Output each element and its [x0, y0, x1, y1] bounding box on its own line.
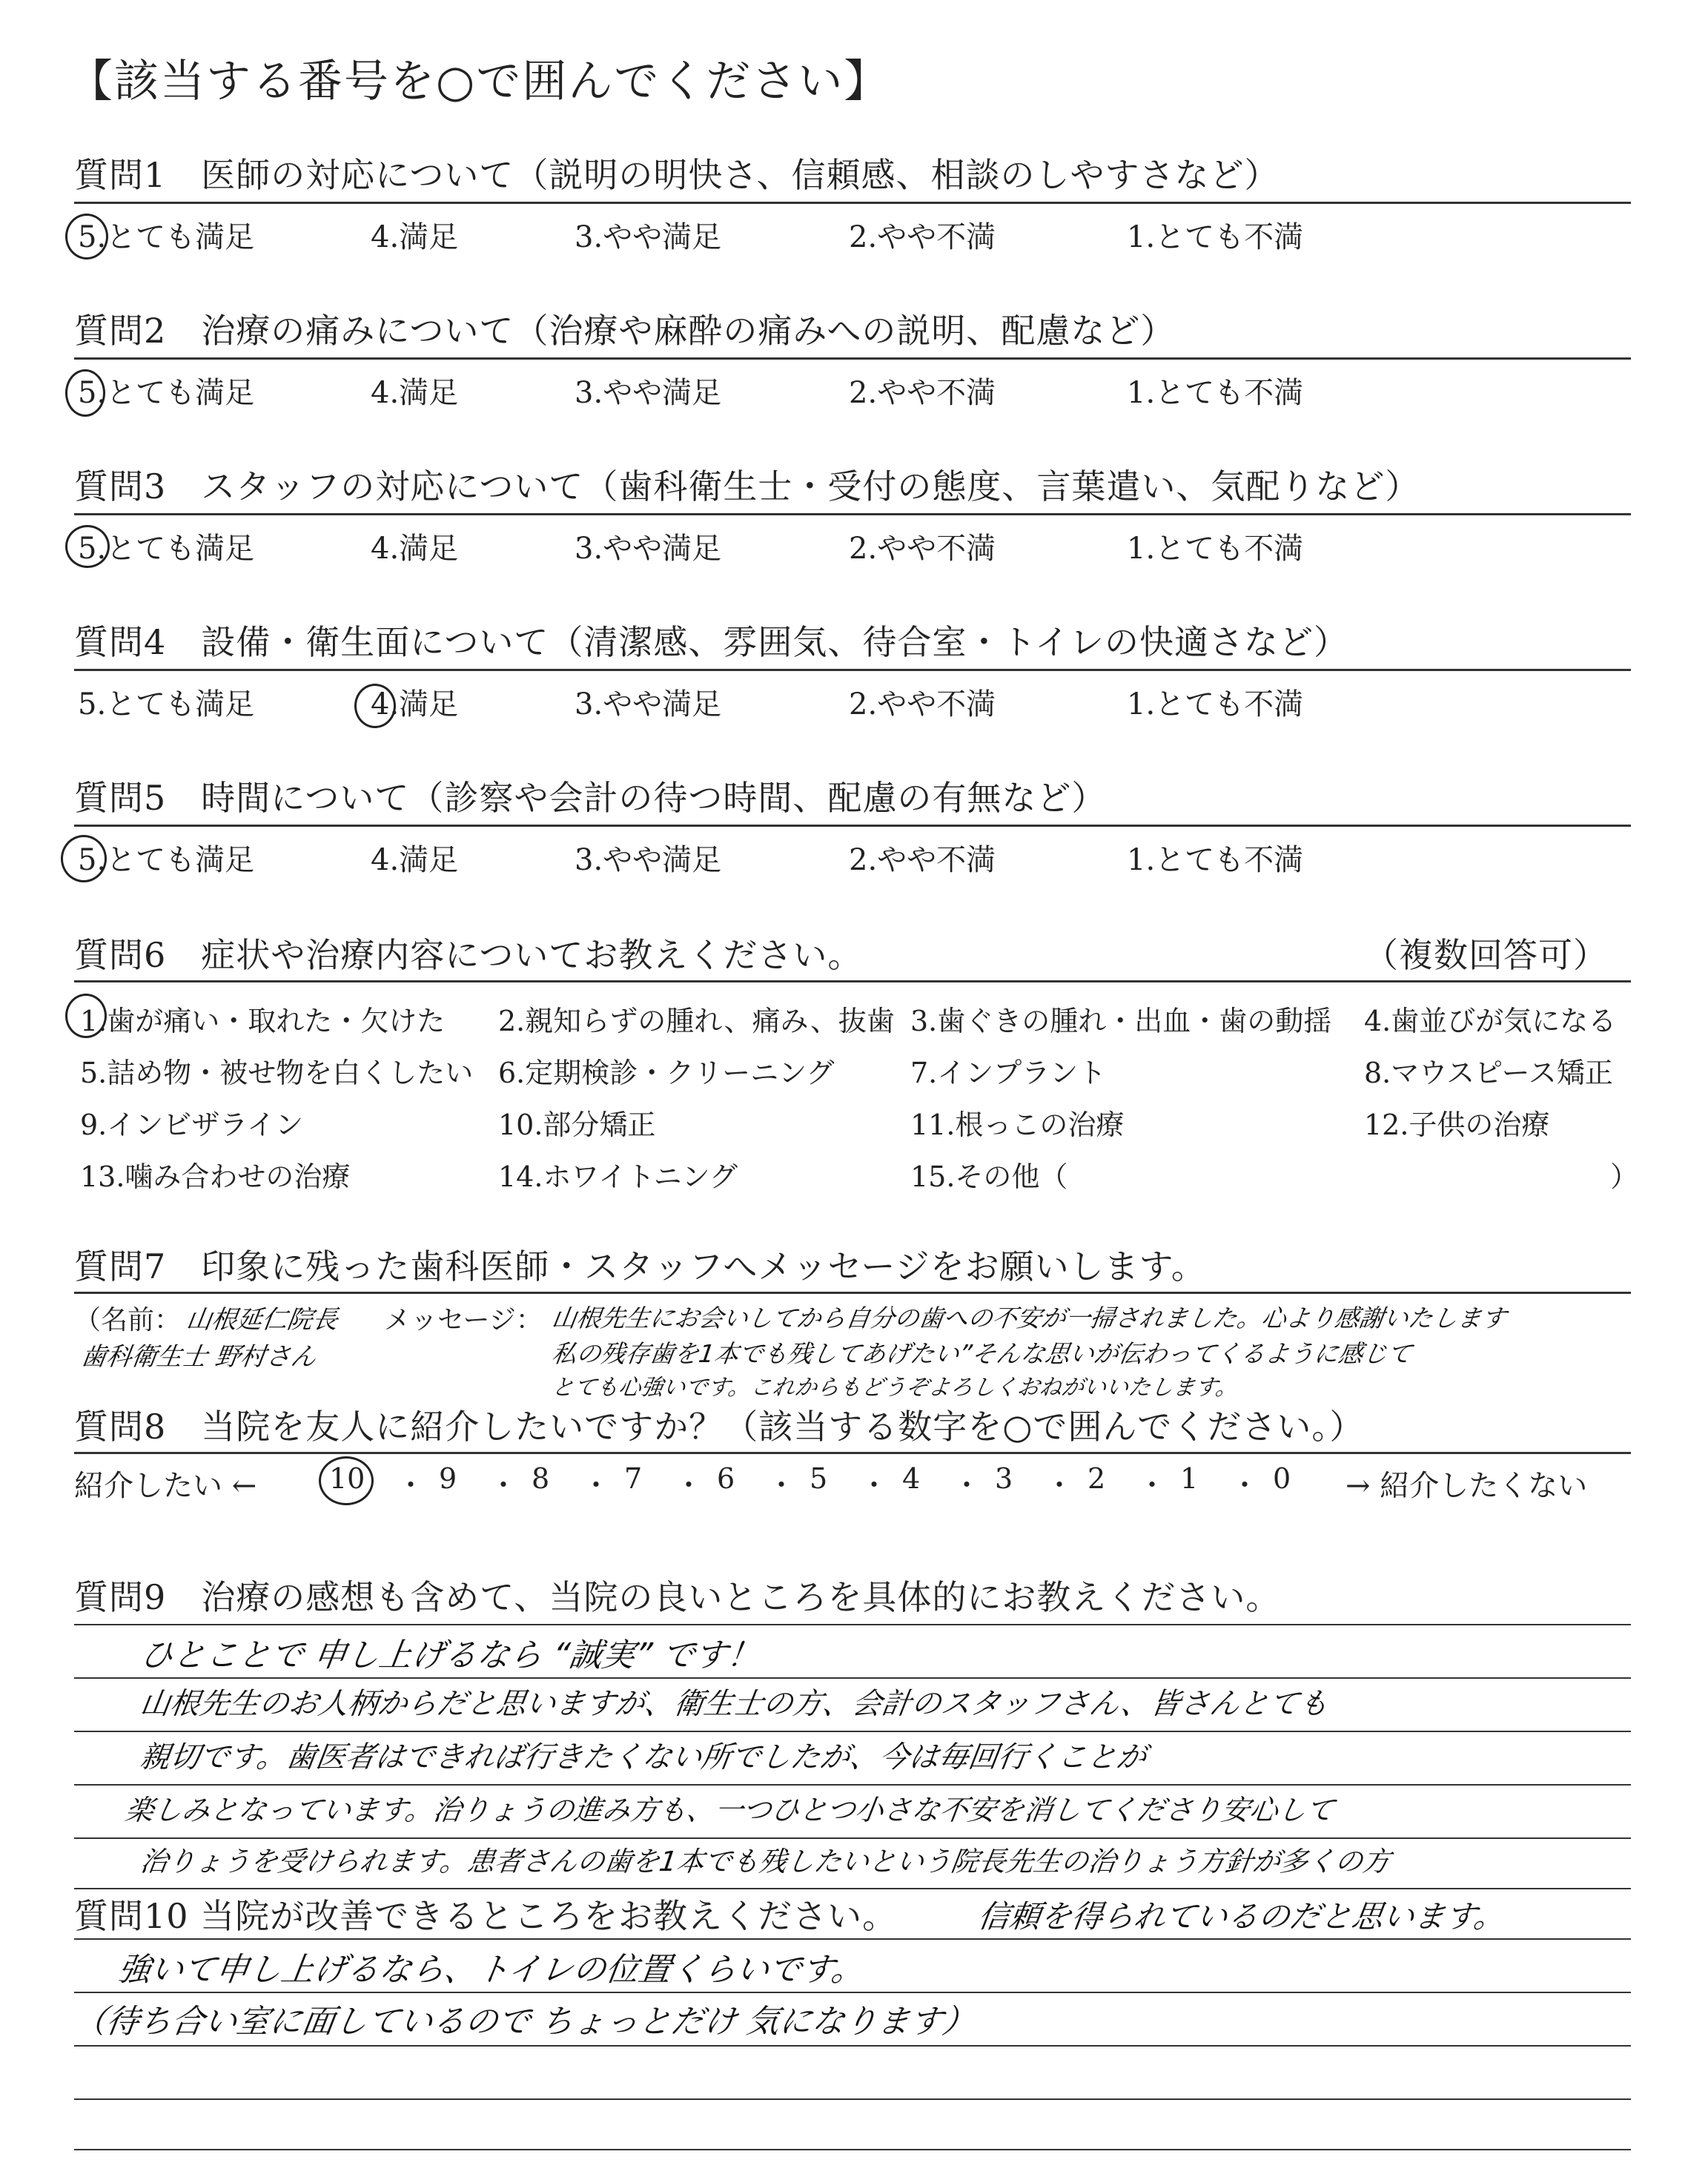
q6-option-14[interactable]: 14.ホワイトニング [498, 1160, 738, 1193]
q6-option-12[interactable]: 12.子供の治療 [1364, 1109, 1550, 1141]
q5-option-5[interactable]: 5.とても満足 [78, 843, 255, 877]
q1-option-5[interactable]: 5.とても満足 [78, 220, 255, 254]
divider [74, 980, 1631, 982]
q6-option-8[interactable]: 8.マウスピース矯正 [1364, 1057, 1613, 1089]
q3-option-2[interactable]: 2.やや不満 [849, 532, 996, 566]
q6-option-13[interactable]: 13.噛み合わせの治療 [80, 1160, 351, 1193]
scale-6[interactable]: 6 [717, 1462, 735, 1495]
message-handwritten-line-3: とても心強いです。これからもどうぞよろしくおねがいいたします。 [550, 1375, 1240, 1401]
scale-dot: ・ [1138, 1469, 1167, 1502]
scale-dot: ・ [1231, 1469, 1260, 1502]
q6-option-6[interactable]: 6.定期検診・クリーニング [498, 1057, 835, 1089]
q1-option-2[interactable]: 2.やや不満 [849, 220, 996, 254]
q3-option-4[interactable]: 4.満足 [371, 532, 459, 566]
q2-selection-circle [65, 369, 105, 417]
message-handwritten-line-1: 山根先生にお会いしてから自分の歯への不安が一掃されました。心より感謝いたします [549, 1304, 1509, 1332]
q6-option-15[interactable]: 15.その他（ [910, 1160, 1068, 1193]
form-title: 【該当する番号を○で囲んでください】 [68, 56, 890, 108]
scale-7[interactable]: 7 [624, 1462, 643, 1495]
q1-option-4[interactable]: 4.満足 [371, 220, 459, 254]
scale-left-label: 紹介したい ← [74, 1469, 257, 1503]
name-label: （名前： [74, 1305, 182, 1335]
scale-9[interactable]: 9 [439, 1462, 457, 1495]
scale-5[interactable]: 5 [810, 1462, 828, 1495]
q4-option-3[interactable]: 3.やや満足 [575, 687, 722, 721]
q2-option-4[interactable]: 4.満足 [371, 376, 459, 410]
q1-selection-circle [65, 214, 108, 260]
message-handwritten-line-2: 私の残存歯を1本でも残してあげたい”そんな思いが伝わってくるように感じて [549, 1339, 1414, 1368]
scale-2[interactable]: 2 [1088, 1462, 1106, 1495]
scale-dot: ・ [489, 1469, 518, 1502]
question-6-note: （複数回答可） [1364, 935, 1608, 975]
q9-handwritten-line-4: 楽しみとなっています。治りょうの進み方も、一つひとつ小さな不安を消してくださり安心して [123, 1794, 1337, 1826]
ruled-line [74, 1624, 1631, 1625]
q1-option-3[interactable]: 3.やや満足 [575, 220, 722, 254]
q2-option-5[interactable]: 5.とても満足 [78, 376, 255, 410]
scale-right-label: → 紹介したくない [1345, 1469, 1588, 1503]
divider [74, 1452, 1631, 1454]
scale-8[interactable]: 8 [532, 1462, 550, 1495]
divider [74, 1292, 1631, 1294]
divider [74, 825, 1631, 827]
scale-0[interactable]: 0 [1273, 1462, 1291, 1495]
q6-option-5[interactable]: 5.詰め物・被せ物を白くしたい [80, 1057, 474, 1089]
q6-option-4[interactable]: 4.歯並びが気になる [1364, 1005, 1617, 1037]
q9-handwritten-line-6: 信頼を得られているのだと思います。 [976, 1898, 1508, 1935]
scale-3[interactable]: 3 [995, 1462, 1013, 1495]
q3-option-1[interactable]: 1.とても不満 [1127, 532, 1304, 566]
scale-dot: ・ [675, 1469, 704, 1502]
ruled-line [74, 2098, 1631, 2100]
divider [74, 669, 1631, 671]
name-handwritten-2: 歯科衛生士 野村さん [79, 1342, 319, 1372]
q5-selection-circle [61, 835, 107, 882]
message-label: メッセージ： [384, 1305, 543, 1335]
scale-10[interactable]: 10 [329, 1462, 365, 1495]
scale-dot: ・ [953, 1469, 982, 1502]
ruled-line [74, 1938, 1631, 1940]
q9-handwritten-line-3: 親切です。歯医者はできれば行きたくない所でしたが、今は毎回行くことが [138, 1740, 1149, 1774]
q4-option-5[interactable]: 5.とても満足 [78, 687, 255, 721]
q6-option-10[interactable]: 10.部分矯正 [498, 1109, 656, 1141]
q4-option-4[interactable]: 4.満足 [371, 687, 459, 721]
scale-1[interactable]: 1 [1180, 1462, 1199, 1495]
scale-dot: ・ [860, 1469, 889, 1502]
scale-dot: ・ [397, 1469, 426, 1502]
q5-option-4[interactable]: 4.満足 [371, 843, 459, 877]
ruled-line [74, 2045, 1631, 2047]
q9-handwritten-line-1: ひとことで 申し上げるなら “誠実” です！ [137, 1636, 763, 1674]
name-handwritten-1: 山根延仁院長 [184, 1305, 340, 1335]
q5-option-3[interactable]: 3.やや満足 [575, 843, 722, 877]
q10-handwritten-line-2: （待ち合い室に面しているので ちょっとだけ 気になります） [70, 2003, 978, 2041]
scale-dot: ・ [1045, 1469, 1074, 1502]
q8-selection-circle [319, 1456, 374, 1505]
q3-option-5[interactable]: 5.とても満足 [78, 532, 255, 566]
q6-option-15-close: ） [1610, 1160, 1639, 1193]
q2-option-1[interactable]: 1.とても不満 [1127, 376, 1304, 410]
divider [74, 202, 1631, 204]
question-7-label: 質問7 印象に残った歯科医師・スタッフへメッセージをお願いします。 [74, 1246, 1206, 1287]
q9-handwritten-line-2: 山根先生のお人柄からだと思いますが、衛生士の方、会計のスタッフさん、皆さんとても [138, 1687, 1331, 1721]
question-1-label: 質問1 医師の対応について（説明の明快さ、信頼感、相談のしやすさなど） [74, 155, 1280, 195]
question-5-label: 質問5 時間について（診察や会計の待つ時間、配慮の有無など） [74, 778, 1107, 818]
q6-selection-circle [65, 994, 107, 1038]
q4-selection-circle [354, 684, 396, 728]
q6-option-9[interactable]: 9.インビザライン [80, 1109, 304, 1141]
q6-option-7[interactable]: 7.インプラント [910, 1057, 1107, 1089]
q6-option-1[interactable]: 1.歯が痛い・取れた・欠けた [80, 1005, 446, 1037]
q10-handwritten-line-1: 強いて申し上げるなら、トイレの位置くらいです。 [115, 1951, 867, 1989]
q3-option-3[interactable]: 3.やや満足 [575, 532, 722, 566]
ruled-line [74, 1677, 1631, 1679]
divider [74, 357, 1631, 360]
ruled-line [74, 1784, 1631, 1786]
q9-handwritten-line-5: 治りょうを受けられます。患者さんの歯を1本でも残したいという院長先生の治りょう方針が多くの方 [138, 1846, 1393, 1877]
question-6-label: 質問6 症状や治療内容についてお教えください。 [74, 935, 863, 975]
q6-option-3[interactable]: 3.歯ぐきの腫れ・出血・歯の動揺 [910, 1005, 1332, 1037]
q1-option-1[interactable]: 1.とても不満 [1127, 220, 1304, 254]
ruled-line [74, 2149, 1631, 2150]
q6-option-2[interactable]: 2.親知らずの腫れ、痛み、抜歯 [498, 1005, 895, 1037]
scale-dot: ・ [582, 1469, 611, 1502]
question-3-label: 質問3 スタッフの対応について（歯科衛生士・受付の態度、言葉遣い、気配りなど） [74, 466, 1420, 506]
q2-option-2[interactable]: 2.やや不満 [849, 376, 996, 410]
question-4-label: 質問4 設備・衛生面について（清潔感、雰囲気、待合室・トイレの快適さなど） [74, 622, 1349, 662]
q3-selection-circle [65, 525, 110, 568]
q6-option-11[interactable]: 11.根っこの治療 [910, 1109, 1125, 1141]
q5-option-1[interactable]: 1.とても不満 [1127, 843, 1304, 877]
question-9-label: 質問9 治療の感想も含めて、当院の良いところを具体的にお教えください。 [74, 1577, 1281, 1617]
ruled-line [74, 1992, 1631, 1993]
scale-dot: ・ [767, 1469, 796, 1502]
question-10-label: 質問10 当院が改善できるところをお教えください。 [74, 1896, 898, 1936]
q4-option-1[interactable]: 1.とても不満 [1127, 687, 1304, 721]
scale-4[interactable]: 4 [902, 1462, 921, 1495]
question-2-label: 質問2 治療の痛みについて（治療や麻酔の痛みへの説明、配慮など） [74, 311, 1176, 351]
question-8-label: 質問8 当院を友人に紹介したいですか？（該当する数字を○で囲んでください。） [74, 1407, 1365, 1447]
ruled-line [74, 1731, 1631, 1732]
divider [74, 513, 1631, 515]
q4-option-2[interactable]: 2.やや不満 [849, 687, 996, 721]
q2-option-3[interactable]: 3.やや満足 [575, 376, 722, 410]
q5-option-2[interactable]: 2.やや不満 [849, 843, 996, 877]
